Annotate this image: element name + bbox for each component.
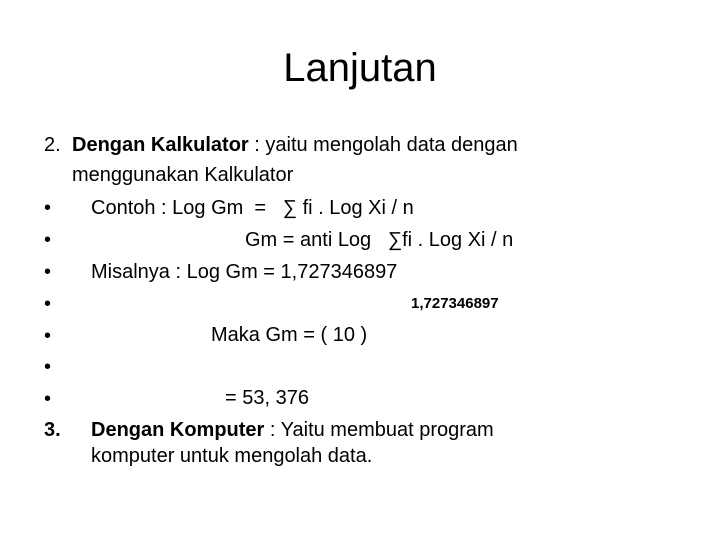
bullet-marker: • bbox=[44, 293, 52, 315]
bullet-misalnya: Misalnya : Log Gm = 1,727346897 bbox=[91, 261, 398, 283]
item-number-3: 3. bbox=[44, 419, 61, 441]
bullet-marker: • bbox=[44, 261, 52, 283]
slide-title: Lanjutan bbox=[283, 46, 437, 90]
bullet-marker: • bbox=[44, 229, 52, 251]
bullet-marker: • bbox=[44, 388, 52, 410]
bullet-marker: • bbox=[44, 356, 52, 378]
item-3-label: Dengan Komputer bbox=[91, 419, 265, 441]
bullet-value: 1,727346897 bbox=[411, 295, 499, 312]
bullet-result: = 53, 376 bbox=[225, 387, 309, 409]
item-3-continuation: komputer untuk mengolah data. bbox=[91, 445, 373, 467]
item-3-text: : Yaitu membuat program bbox=[264, 419, 494, 441]
bullet-maka: Maka Gm = ( 10 ) bbox=[211, 324, 368, 346]
bullet-gm-formula: Gm = anti Log ∑fi . Log Xi / n bbox=[245, 229, 514, 251]
item-2-line bbox=[72, 133, 518, 157]
item-2-label: Dengan Kalkulator bbox=[72, 134, 249, 156]
item-2-text: : yaitu mengolah data dengan bbox=[248, 134, 518, 156]
item-number-2: 2. bbox=[44, 134, 61, 156]
item-3-line bbox=[91, 418, 494, 442]
bullet-contoh: Contoh : Log Gm = ∑ fi . Log Xi / n bbox=[91, 197, 414, 219]
item-2-continuation: menggunakan Kalkulator bbox=[72, 164, 294, 186]
bullet-marker: • bbox=[44, 197, 52, 219]
bullet-marker: • bbox=[44, 325, 52, 347]
